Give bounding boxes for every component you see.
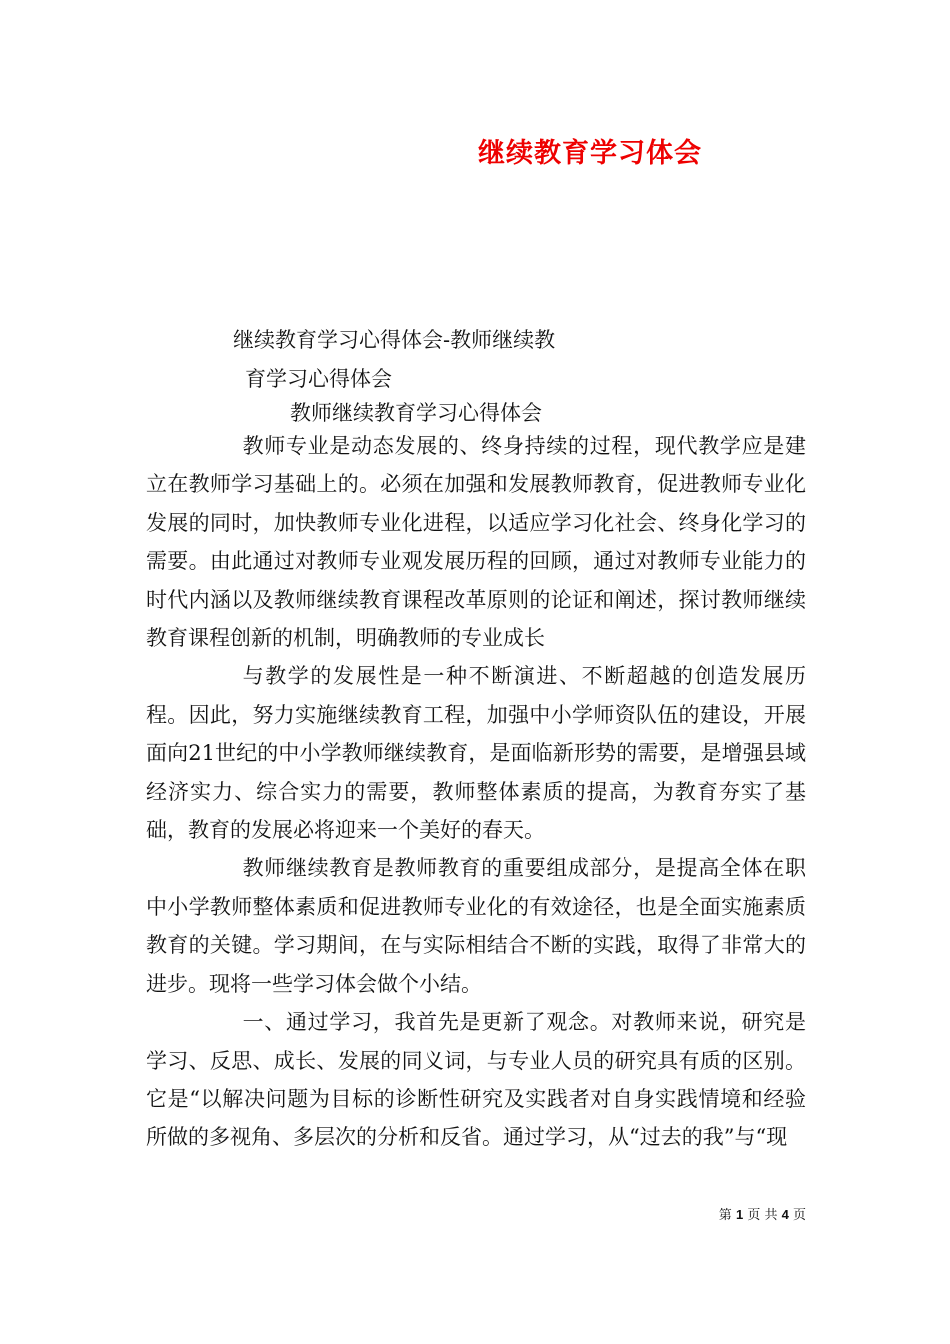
current-page-number: 1 — [735, 1207, 744, 1222]
subtitle-line-1: 继续教育学习心得体会-教师继续教 — [233, 328, 556, 352]
footer-middle: 页 共 — [747, 1208, 778, 1223]
paragraph: 一、通过学习，我首先是更新了观念。对教师来说，研究是学习、反思、成长、发展的同义词，与专业人员的研究具有质的区别。它是“以解决问题为目标的诊断性研究及实践者对自身实践情境和经验所做的多视角、多层次的分析和反省。通过学习，从“过去的我”与“现 — [146, 1010, 806, 1150]
paragraph: 与教学的发展性是一种不断演进、不断超越的创造发展历程。因此，努力实施继续教育工程，加强中小学师资队伍的建设，开展面向21世纪的中小学教师继续教育，是面临新形势的需要，是增强县域经济实力、综合实力的需要，教师整体素质的提高，为教育夯实了基础，教育的发展必将迎来一个美好的春天。 — [146, 664, 806, 843]
subtitle-line-2: 育学习心得体会 — [245, 367, 392, 391]
page-footer — [719, 1204, 806, 1223]
footer-prefix: 第 — [718, 1208, 732, 1223]
footer-suffix: 页 — [792, 1208, 806, 1223]
total-page-number: 4 — [781, 1207, 789, 1222]
document-body — [146, 427, 806, 1157]
paragraph: 教师专业是动态发展的、终身持续的过程，现代教学应是建立在教师学习基础上的。必须在加强和发展教师教育，促进教师专业化发展的同时，加快教师专业化进程，以适应学习化社会、终身化学习的需要。由此通过对教师专业观发展历程的回顾，通过对教师专业能力的时代内涵以及教师继续教育课程改革原则的论证和阐述，探讨教师继续教育课程创新的机制，明确教师的专业成长 — [146, 434, 806, 651]
section-heading: 教师继续教育学习心得体会 — [290, 401, 542, 425]
document-title: 继续教育学习体会 — [478, 138, 702, 169]
paragraph: 教师继续教育是教师教育的重要组成部分，是提高全体在职中小学教师整体素质和促进教师专业化的有效途径，也是全面实施素质教育的关键。学习期间，在与实际相结合不断的实践，取得了非常大的进步。现将一些学习体会做个小结。 — [146, 856, 806, 996]
